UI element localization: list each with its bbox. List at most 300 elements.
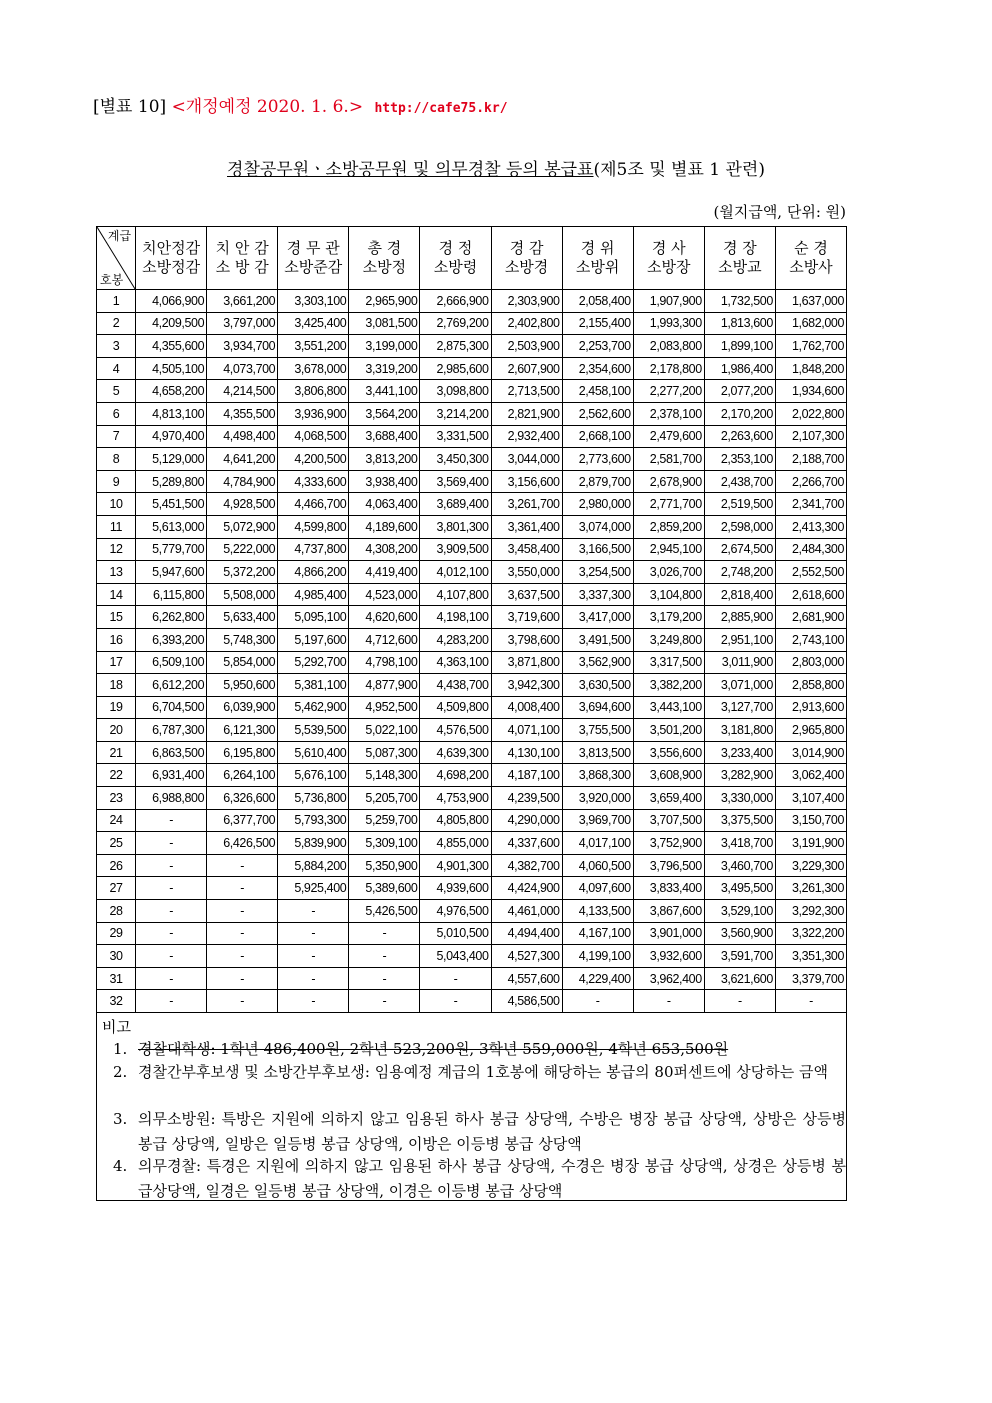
salary-cell: 3,214,200 (420, 402, 491, 425)
salary-cell: 4,187,100 (491, 764, 562, 787)
salary-cell: - (136, 900, 207, 923)
table-row (97, 561, 847, 584)
rank-column-header (491, 227, 562, 290)
salary-cell: 3,798,600 (491, 628, 562, 651)
salary-cell: 3,621,600 (704, 967, 775, 990)
step-cell: 3 (97, 335, 136, 358)
salary-cell: 5,129,000 (136, 448, 207, 471)
table-row (97, 809, 847, 832)
police-rank-label: 경 사 (651, 239, 686, 257)
salary-cell: 2,484,300 (775, 538, 846, 561)
salary-cell: 3,688,400 (349, 425, 420, 448)
remark-text: 의무경찰: 특경은 지원에 의하지 않고 임용된 하사 봉급 상당액, 수경은 병장 봉급 상당액, 상경은 상등병 봉급상당액, 일경은 일등병 봉급 상당액, 이경은 이등병 봉급 상당액 (138, 1157, 846, 1200)
salary-cell: 5,736,800 (278, 787, 349, 810)
step-cell: 4 (97, 357, 136, 380)
salary-cell: 4,698,200 (420, 764, 491, 787)
salary-cell: 3,379,700 (775, 967, 846, 990)
salary-cell: 5,389,600 (349, 877, 420, 900)
salary-cell: 5,309,100 (349, 832, 420, 855)
salary-cell: 4,333,600 (278, 470, 349, 493)
police-rank-label: 경 감 (509, 239, 544, 257)
salary-cell: - (775, 990, 846, 1013)
step-cell: 10 (97, 493, 136, 516)
salary-cell: - (420, 967, 491, 990)
salary-cell: 3,909,500 (420, 538, 491, 561)
salary-cell: 1,848,200 (775, 357, 846, 380)
salary-cell: 3,813,500 (562, 741, 633, 764)
salary-cell: 3,752,900 (633, 832, 704, 855)
salary-cell: 5,095,100 (278, 606, 349, 629)
salary-cell: 3,254,500 (562, 561, 633, 584)
fire-rank-label: 소방장 (647, 258, 691, 276)
salary-cell: 4,071,100 (491, 719, 562, 742)
salary-cell: 3,229,300 (775, 854, 846, 877)
salary-cell: 2,378,100 (633, 402, 704, 425)
salary-cell: 3,801,300 (420, 515, 491, 538)
salary-cell: - (633, 990, 704, 1013)
salary-cell: 4,363,100 (420, 651, 491, 674)
salary-cell: 3,425,400 (278, 312, 349, 335)
salary-cell: 2,965,900 (349, 290, 420, 313)
rank-column-header (633, 227, 704, 290)
remarks-box (96, 1013, 847, 1201)
salary-cell: 4,419,400 (349, 561, 420, 584)
salary-cell: 5,748,300 (207, 628, 278, 651)
salary-cell: - (278, 967, 349, 990)
fire-rank-label: 소방경 (504, 258, 549, 276)
salary-cell: 2,503,900 (491, 335, 562, 358)
table-row (97, 854, 847, 877)
table-row (97, 877, 847, 900)
salary-cell: 5,613,000 (136, 515, 207, 538)
salary-cell: 3,796,500 (633, 854, 704, 877)
salary-cell: - (207, 945, 278, 968)
table-row (97, 945, 847, 968)
salary-cell: 6,426,500 (207, 832, 278, 855)
salary-cell: 1,986,400 (704, 357, 775, 380)
police-rank-label: 경 정 (438, 239, 473, 257)
salary-cell: 2,773,600 (562, 448, 633, 471)
salary-cell: 4,130,100 (491, 741, 562, 764)
salary-cell: 6,988,800 (136, 787, 207, 810)
table-row (97, 380, 847, 403)
rank-column-header (420, 227, 491, 290)
salary-cell: 4,901,300 (420, 854, 491, 877)
salary-cell: - (207, 967, 278, 990)
salary-cell: 6,326,600 (207, 787, 278, 810)
salary-cell: 3,191,900 (775, 832, 846, 855)
step-cell: 18 (97, 674, 136, 697)
table-row (97, 402, 847, 425)
salary-cell: 3,806,800 (278, 380, 349, 403)
salary-cell: 5,539,500 (278, 719, 349, 742)
salary-cell: 2,913,600 (775, 696, 846, 719)
salary-cell: - (562, 990, 633, 1013)
salary-cell: 4,527,300 (491, 945, 562, 968)
salary-cell: 2,771,700 (633, 493, 704, 516)
salary-cell: 2,253,700 (562, 335, 633, 358)
salary-cell: 3,417,000 (562, 606, 633, 629)
corner-step-label: 호봉 (100, 273, 124, 287)
step-cell: 17 (97, 651, 136, 674)
salary-cell: 4,737,800 (278, 538, 349, 561)
salary-cell: 3,932,600 (633, 945, 704, 968)
salary-cell: - (349, 922, 420, 945)
salary-cell: 2,821,900 (491, 402, 562, 425)
source-link[interactable]: http://cafe75.kr/ (374, 101, 508, 116)
step-cell: 25 (97, 832, 136, 855)
salary-cell: 3,755,500 (562, 719, 633, 742)
salary-cell: 2,666,900 (420, 290, 491, 313)
salary-cell: 4,017,100 (562, 832, 633, 855)
salary-cell: 4,952,500 (349, 696, 420, 719)
table-row (97, 357, 847, 380)
salary-cell: - (136, 854, 207, 877)
table-row (97, 787, 847, 810)
table-row (97, 922, 847, 945)
salary-cell: 2,083,800 (633, 335, 704, 358)
salary-cell: 5,010,500 (420, 922, 491, 945)
salary-cell: 3,382,200 (633, 674, 704, 697)
salary-cell: 2,859,200 (633, 515, 704, 538)
table-row (97, 832, 847, 855)
salary-cell: 3,608,900 (633, 764, 704, 787)
salary-cell: 4,877,900 (349, 674, 420, 697)
salary-cell: 1,813,600 (704, 312, 775, 335)
salary-cell: 4,658,200 (136, 380, 207, 403)
salary-cell: - (136, 832, 207, 855)
salary-cell: 4,063,400 (349, 493, 420, 516)
salary-cell: 3,098,800 (420, 380, 491, 403)
salary-cell: 3,150,700 (775, 809, 846, 832)
salary-cell: 3,938,400 (349, 470, 420, 493)
salary-cell: 6,787,300 (136, 719, 207, 742)
salary-cell: 3,107,400 (775, 787, 846, 810)
rank-column-header (775, 227, 846, 290)
table-row (97, 628, 847, 651)
salary-cell: 3,303,100 (278, 290, 349, 313)
salary-cell: 3,011,900 (704, 651, 775, 674)
salary-cell: 3,441,100 (349, 380, 420, 403)
salary-cell: 3,659,400 (633, 787, 704, 810)
amendment-note: <개정예정 2020. 1. 6.> (171, 97, 364, 117)
table-header-row (97, 227, 847, 290)
salary-cell: 2,188,700 (775, 448, 846, 471)
salary-cell: 3,127,700 (704, 696, 775, 719)
step-cell: 23 (97, 787, 136, 810)
salary-cell: - (278, 990, 349, 1013)
salary-cell: 2,598,000 (704, 515, 775, 538)
salary-cell: 2,413,300 (775, 515, 846, 538)
table-row (97, 696, 847, 719)
salary-cell: 6,121,300 (207, 719, 278, 742)
table-row (97, 990, 847, 1013)
salary-cell: 2,668,100 (562, 425, 633, 448)
salary-cell: 4,509,800 (420, 696, 491, 719)
salary-cell: 3,969,700 (562, 809, 633, 832)
salary-cell: 5,779,700 (136, 538, 207, 561)
salary-cell: 4,855,000 (420, 832, 491, 855)
salary-cell: 4,097,600 (562, 877, 633, 900)
salary-cell: 4,939,600 (420, 877, 491, 900)
salary-cell: 4,308,200 (349, 538, 420, 561)
salary-cell: 5,676,100 (278, 764, 349, 787)
rank-column-header (207, 227, 278, 290)
salary-cell: 4,239,500 (491, 787, 562, 810)
salary-cell: 1,732,500 (704, 290, 775, 313)
salary-cell: 5,793,300 (278, 809, 349, 832)
salary-cell: 4,928,500 (207, 493, 278, 516)
fire-rank-label: 소방정 (362, 258, 407, 276)
salary-cell: 2,748,200 (704, 561, 775, 584)
salary-cell: 2,803,000 (775, 651, 846, 674)
table-row (97, 900, 847, 923)
remark-text: 경찰대학생: 1학년 486,400원, 2학년 523,200원, 3학년 559,000원, 4학년 653,500원 (138, 1040, 729, 1058)
fire-rank-label: 소 방 감 (215, 258, 269, 276)
salary-cell: 3,707,500 (633, 809, 704, 832)
salary-cell: 1,993,300 (633, 312, 704, 335)
salary-cell: - (136, 945, 207, 968)
salary-cell: 2,581,700 (633, 448, 704, 471)
salary-cell: 3,556,600 (633, 741, 704, 764)
salary-cell: 4,073,700 (207, 357, 278, 380)
salary-cell: 6,863,500 (136, 741, 207, 764)
salary-cell: 4,557,600 (491, 967, 562, 990)
salary-cell: 2,107,300 (775, 425, 846, 448)
salary-cell: 3,934,700 (207, 335, 278, 358)
rank-column-header (136, 227, 207, 290)
step-cell: 22 (97, 764, 136, 787)
rank-column-header (562, 227, 633, 290)
salary-cell: - (349, 945, 420, 968)
salary-cell: 1,899,100 (704, 335, 775, 358)
salary-cell: 3,661,200 (207, 290, 278, 313)
salary-cell: 2,980,000 (562, 493, 633, 516)
remark-item (113, 1154, 846, 1204)
salary-cell: 5,372,200 (207, 561, 278, 584)
remark-text: 경찰간부후보생 및 소방간부후보생: 임용예정 계급의 1호봉에 해당하는 봉급의 80퍼센트에 상당하는 금액 (138, 1063, 828, 1081)
salary-cell: 2,951,100 (704, 628, 775, 651)
salary-cell: 6,704,500 (136, 696, 207, 719)
table-row (97, 967, 847, 990)
salary-cell: 3,901,000 (633, 922, 704, 945)
salary-cell: 3,418,700 (704, 832, 775, 855)
salary-cell: 4,199,100 (562, 945, 633, 968)
salary-cell: 2,353,100 (704, 448, 775, 471)
salary-cell: 3,317,500 (633, 651, 704, 674)
salary-cell: 6,039,900 (207, 696, 278, 719)
salary-cell: 4,198,100 (420, 606, 491, 629)
salary-cell: 4,008,400 (491, 696, 562, 719)
salary-cell: 4,133,500 (562, 900, 633, 923)
salary-cell: 2,674,500 (704, 538, 775, 561)
salary-cell: 4,290,000 (491, 809, 562, 832)
salary-cell: 5,259,700 (349, 809, 420, 832)
salary-cell: 5,292,700 (278, 651, 349, 674)
salary-cell: - (207, 922, 278, 945)
salary-cell: 4,438,700 (420, 674, 491, 697)
salary-cell: 4,229,400 (562, 967, 633, 990)
salary-cell: 4,167,100 (562, 922, 633, 945)
salary-cell: 4,599,800 (278, 515, 349, 538)
remarks-title: 비고 (102, 1018, 131, 1036)
step-cell: 1 (97, 290, 136, 313)
salary-cell: 2,277,200 (633, 380, 704, 403)
salary-cell: 5,426,500 (349, 900, 420, 923)
salary-cell: 4,784,900 (207, 470, 278, 493)
salary-cell: 3,261,700 (491, 493, 562, 516)
step-cell: 8 (97, 448, 136, 471)
salary-cell: 4,060,500 (562, 854, 633, 877)
table-row (97, 606, 847, 629)
salary-cell: 3,156,600 (491, 470, 562, 493)
salary-cell: 4,066,900 (136, 290, 207, 313)
salary-cell: 3,871,800 (491, 651, 562, 674)
step-cell: 2 (97, 312, 136, 335)
step-cell: 14 (97, 583, 136, 606)
corner-rank-label: 계급 (107, 229, 132, 243)
salary-cell: - (136, 922, 207, 945)
salary-cell: 2,818,400 (704, 583, 775, 606)
step-cell: 5 (97, 380, 136, 403)
table-row (97, 764, 847, 787)
salary-cell: 3,351,300 (775, 945, 846, 968)
salary-cell: 5,451,500 (136, 493, 207, 516)
salary-cell: 4,461,000 (491, 900, 562, 923)
step-cell: 31 (97, 967, 136, 990)
salary-cell: 4,586,500 (491, 990, 562, 1013)
remark-number: 4. (113, 1157, 128, 1175)
salary-cell: 4,641,200 (207, 448, 278, 471)
document-title (0, 155, 992, 180)
salary-cell: 3,361,400 (491, 515, 562, 538)
salary-cell: 6,377,700 (207, 809, 278, 832)
salary-cell: 3,942,300 (491, 674, 562, 697)
salary-cell: 5,222,000 (207, 538, 278, 561)
salary-cell: 2,607,900 (491, 357, 562, 380)
police-rank-label: 경 위 (580, 239, 615, 257)
rank-column-header (704, 227, 775, 290)
salary-cell: 4,639,300 (420, 741, 491, 764)
table-row (97, 470, 847, 493)
salary-cell: 5,462,900 (278, 696, 349, 719)
salary-cell: 6,264,100 (207, 764, 278, 787)
salary-cell: 3,181,800 (704, 719, 775, 742)
salary-cell: 1,907,900 (633, 290, 704, 313)
salary-cell: 3,591,700 (704, 945, 775, 968)
salary-cell: 3,104,800 (633, 583, 704, 606)
salary-cell: 3,813,200 (349, 448, 420, 471)
table-row (97, 312, 847, 335)
salary-cell: 4,107,800 (420, 583, 491, 606)
salary-cell: - (136, 877, 207, 900)
annex-header (93, 92, 508, 117)
salary-cell: 2,341,700 (775, 493, 846, 516)
unit-note: (월지급액, 단위: 원) (713, 203, 846, 221)
table-row (97, 335, 847, 358)
salary-cell: 4,189,600 (349, 515, 420, 538)
annex-label: [별표 10] (93, 97, 167, 117)
salary-cell: 2,479,600 (633, 425, 704, 448)
salary-cell: 3,678,000 (278, 357, 349, 380)
salary-cell: 2,263,600 (704, 425, 775, 448)
salary-cell: 5,381,100 (278, 674, 349, 697)
step-cell: 15 (97, 606, 136, 629)
step-cell: 7 (97, 425, 136, 448)
salary-cell: 3,443,100 (633, 696, 704, 719)
table-row (97, 425, 847, 448)
salary-cell: 5,350,900 (349, 854, 420, 877)
salary-cell: 2,769,200 (420, 312, 491, 335)
step-cell: 32 (97, 990, 136, 1013)
salary-cell: 4,355,600 (136, 335, 207, 358)
salary-cell: 2,932,400 (491, 425, 562, 448)
salary-cell: 4,355,500 (207, 402, 278, 425)
table-row (97, 674, 847, 697)
rank-column-header (278, 227, 349, 290)
salary-cell: 3,282,900 (704, 764, 775, 787)
salary-cell: - (136, 967, 207, 990)
salary-cell: 3,719,600 (491, 606, 562, 629)
salary-cell: 3,551,200 (278, 335, 349, 358)
salary-cell: 2,402,800 (491, 312, 562, 335)
salary-cell: 3,630,500 (562, 674, 633, 697)
salary-cell: 5,947,600 (136, 561, 207, 584)
salary-cell: 4,805,800 (420, 809, 491, 832)
salary-cell: 3,199,000 (349, 335, 420, 358)
salary-cell: 1,762,700 (775, 335, 846, 358)
salary-cell: 5,289,800 (136, 470, 207, 493)
fire-rank-label: 소방령 (433, 258, 478, 276)
table-row (97, 538, 847, 561)
step-cell: 26 (97, 854, 136, 877)
salary-cell: 4,337,600 (491, 832, 562, 855)
remark-number: 2. (113, 1063, 128, 1081)
salary-cell: 6,612,200 (136, 674, 207, 697)
salary-cell: 2,713,500 (491, 380, 562, 403)
salary-cell: 2,858,800 (775, 674, 846, 697)
salary-cell: 2,022,800 (775, 402, 846, 425)
table-row (97, 583, 847, 606)
salary-cell: 6,195,800 (207, 741, 278, 764)
salary-cell: 3,375,500 (704, 809, 775, 832)
salary-cell: 2,458,100 (562, 380, 633, 403)
salary-cell: - (136, 990, 207, 1013)
remark-text: 의무소방원: 특방은 지원에 의하지 않고 임용된 하사 봉급 상당액, 수방은 병장 봉급 상당액, 상방은 상등병 봉급 상당액, 일방은 일등병 봉급 상당액, 이방은 이등병 봉급 상당액 (138, 1110, 846, 1153)
salary-cell: 4,214,500 (207, 380, 278, 403)
salary-cell: - (278, 900, 349, 923)
salary-cell: 3,491,500 (562, 628, 633, 651)
fire-rank-label: 소방교 (718, 258, 762, 276)
salary-cell: 3,797,000 (207, 312, 278, 335)
salary-cell: 3,694,600 (562, 696, 633, 719)
remark-number: 1. (113, 1040, 128, 1058)
step-cell: 20 (97, 719, 136, 742)
table-row (97, 448, 847, 471)
salary-cell: 1,637,000 (775, 290, 846, 313)
salary-cell: 2,170,200 (704, 402, 775, 425)
salary-cell: 5,633,400 (207, 606, 278, 629)
step-cell: 28 (97, 900, 136, 923)
salary-cell: 4,813,100 (136, 402, 207, 425)
salary-cell: 6,115,800 (136, 583, 207, 606)
salary-cell: 4,068,500 (278, 425, 349, 448)
salary-cell: 1,682,000 (775, 312, 846, 335)
salary-cell: 2,552,500 (775, 561, 846, 584)
salary-cell: - (207, 900, 278, 923)
salary-cell: 3,833,400 (633, 877, 704, 900)
salary-cell: 5,950,600 (207, 674, 278, 697)
